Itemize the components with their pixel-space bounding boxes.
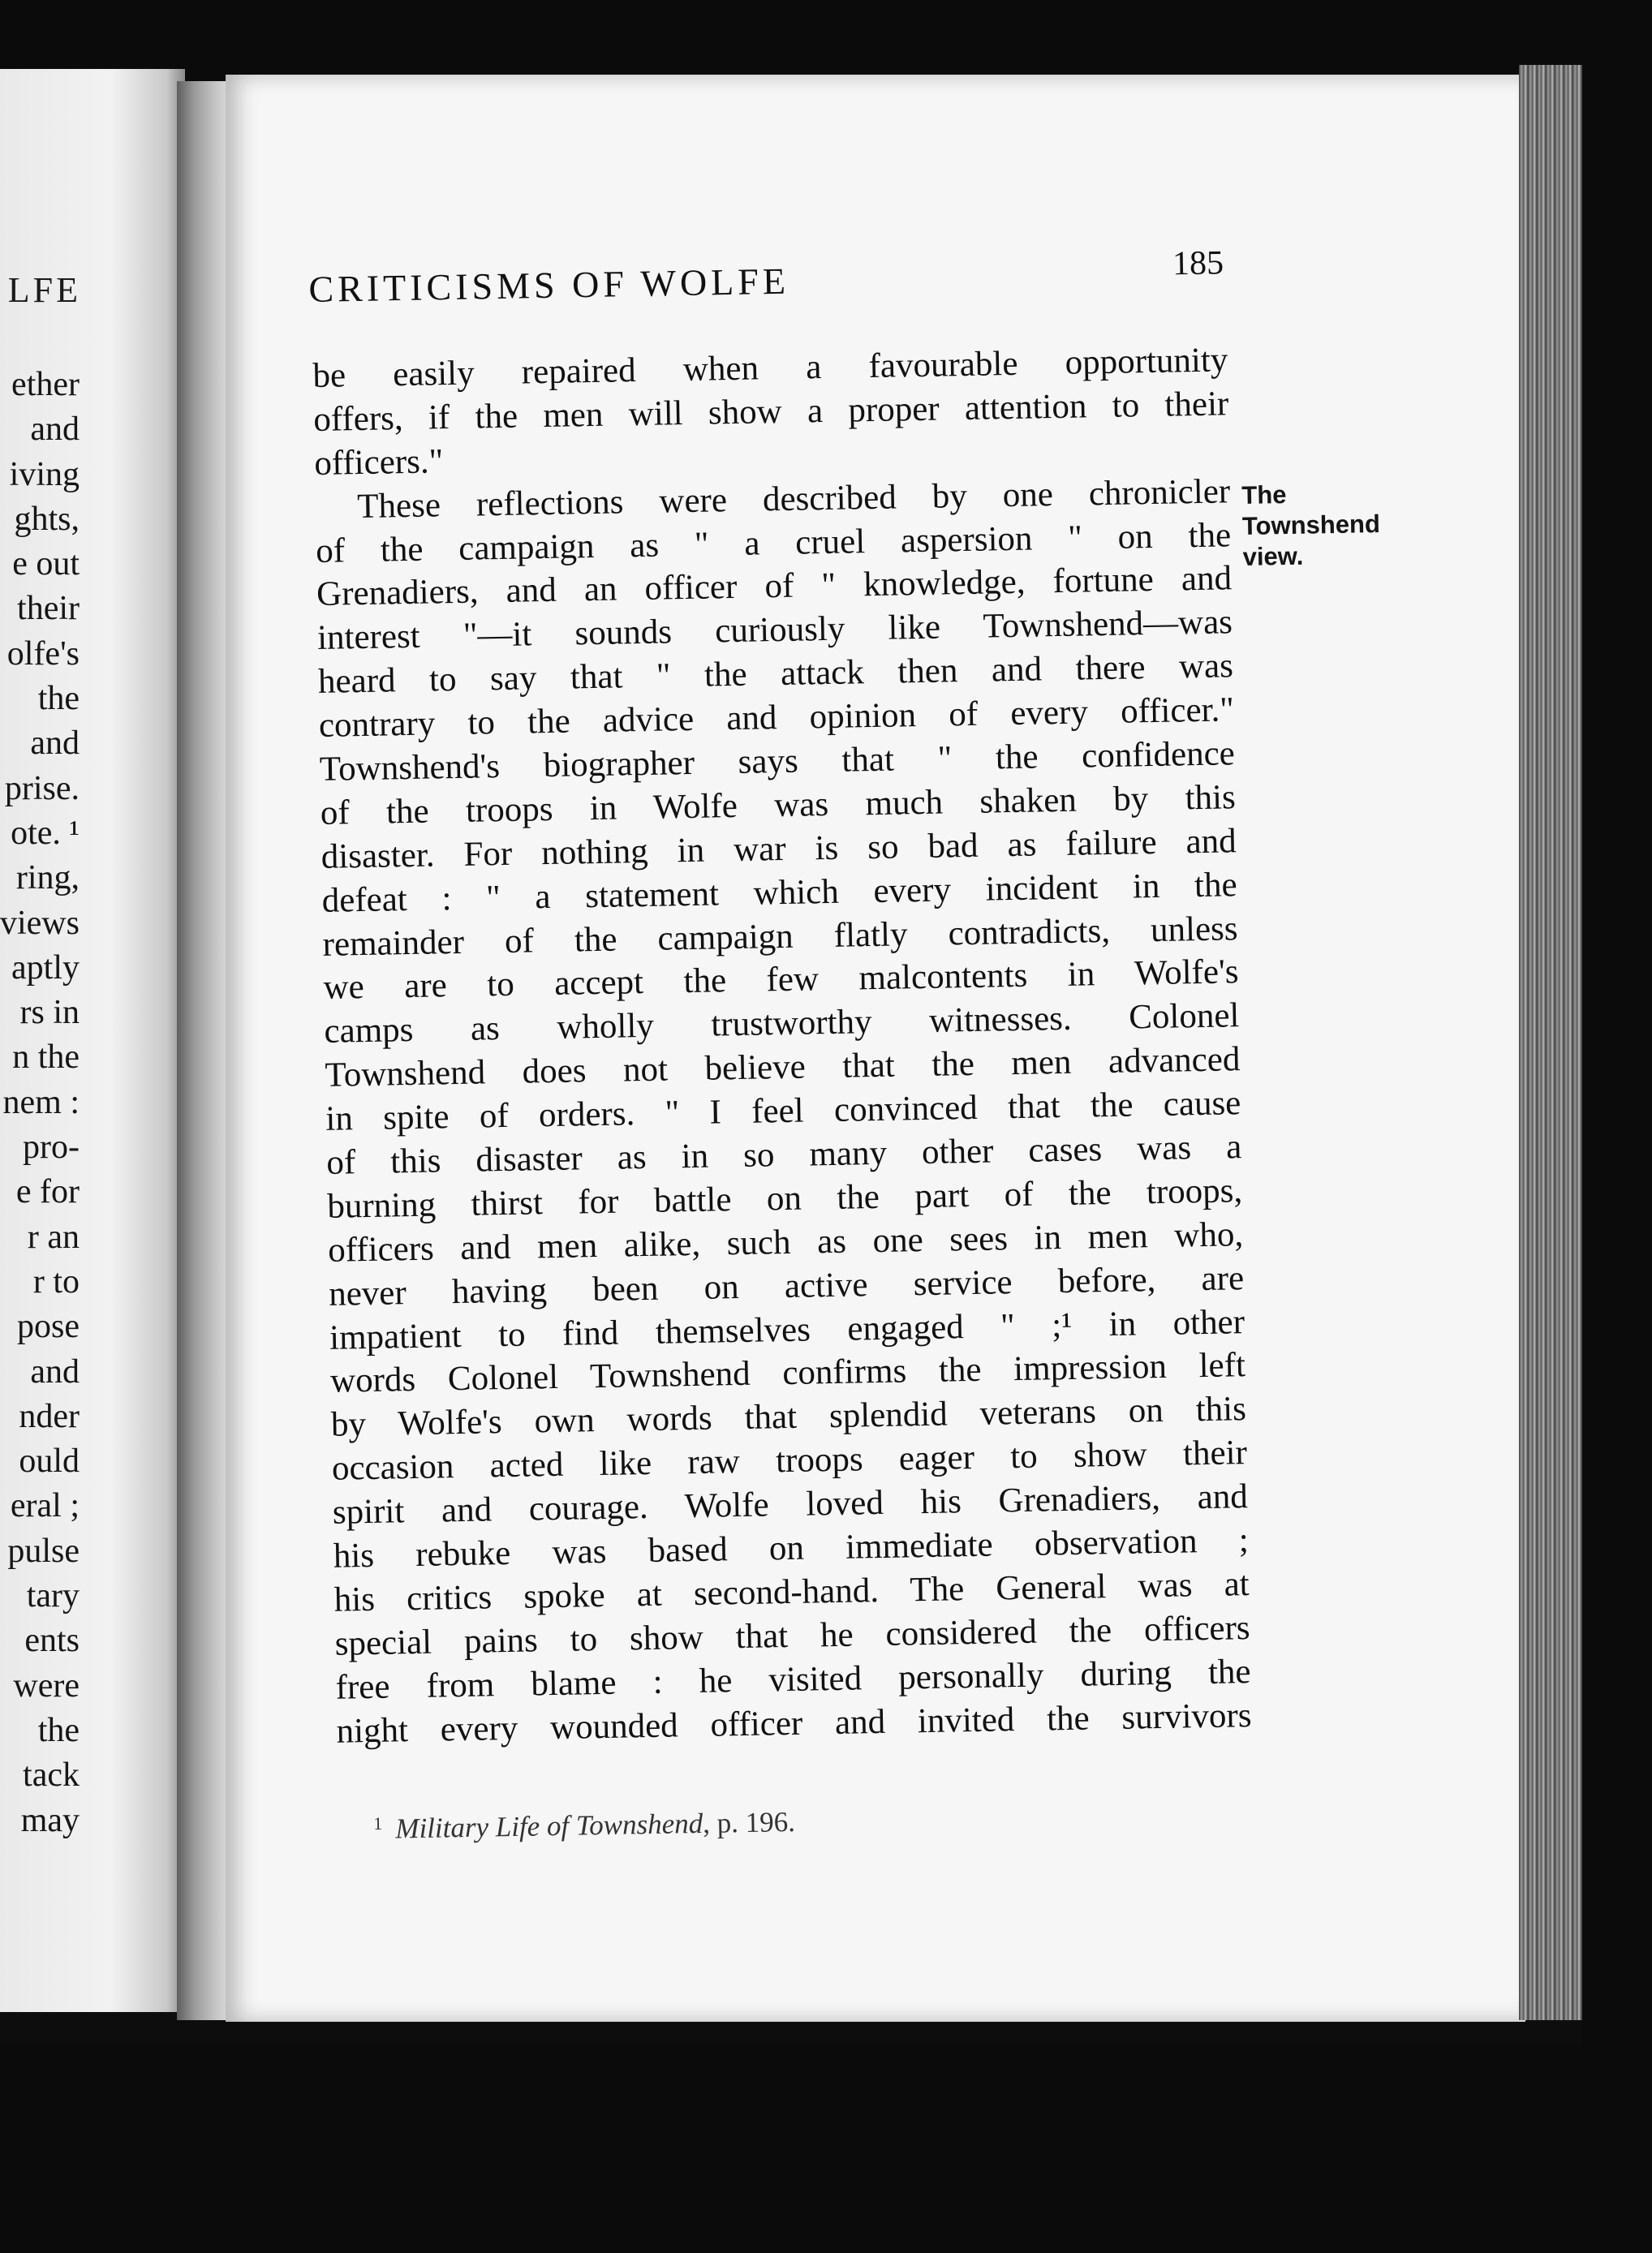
left-page-line: were [13, 1666, 80, 1705]
text-line: spirit and courage. Wolfe loved his Grenadiers, and [332, 1477, 1249, 1532]
text-line: never having been on active service before, are [328, 1258, 1245, 1314]
running-head-title: CRITICISMS OF WOLFE [308, 260, 790, 310]
page-number: 185 [1172, 244, 1224, 283]
left-page-line: views [0, 904, 80, 942]
text-line: officers and men alike, such as one sees in men who, [327, 1215, 1244, 1270]
text-line: night every wounded officer and invited the survivors [336, 1696, 1252, 1751]
left-page-line: ring, [15, 859, 80, 897]
left-page-line: tary [26, 1577, 80, 1615]
text-line: of the campaign as " a cruel aspersion " on the [315, 515, 1232, 570]
left-page-line: pose [17, 1308, 80, 1346]
left-page-running-head: LFE [7, 270, 81, 310]
text-line: burning thirst for battle on the part of the troops, [326, 1172, 1243, 1226]
text-line: Grenadiers, and an officer of " knowledge, fortune and [316, 559, 1233, 614]
text-line: contrary to the advice and opinion of every officer." [318, 690, 1235, 746]
text-line: in spite of orders. " I feel convinced that the cause [325, 1084, 1241, 1138]
scan-background-bottom [0, 2044, 1652, 2253]
text-line: disaster. For nothing in war is so bad as failure and [321, 822, 1237, 876]
text-line: Townshend does not believe that the men advanced [325, 1040, 1241, 1095]
text-line: These reflections were described by one chronicler [356, 471, 1231, 526]
footnote-marker: 1 [373, 1812, 383, 1834]
text-line: interest "—it sounds curiously like Townshend—was [316, 603, 1233, 658]
body-text [312, 338, 1252, 1753]
left-page-line: and [30, 1352, 80, 1391]
left-page-line: iving [9, 455, 80, 493]
left-page-text [0, 363, 80, 1843]
left-page-line: ents [24, 1622, 80, 1660]
left-page-line: tack [23, 1756, 80, 1795]
text-line: heard to say that " the attack then and there was [317, 647, 1234, 702]
left-page-line: may [20, 1801, 80, 1839]
text-line: free from blame : he visited personally during the [335, 1652, 1251, 1707]
text-line: his critics spoke at second-hand. The General was at [333, 1565, 1250, 1619]
text-line: special pains to show that he considered the officers [334, 1608, 1250, 1663]
left-page-line: and [30, 724, 80, 763]
left-page-line: pro- [23, 1129, 80, 1167]
page-edges [1519, 65, 1582, 2020]
left-page-line: eral ; [10, 1487, 80, 1525]
left-page-line: the [37, 1711, 80, 1749]
text-line: we are to accept the few malcontents in Wolfe's [323, 952, 1239, 1008]
left-page-line: ote. ¹ [11, 814, 80, 852]
left-page-line: rs in [19, 994, 80, 1032]
left-page-line: e for [15, 1173, 80, 1211]
left-page-line: pulse [7, 1532, 80, 1570]
text-line: Townshend's biographer says that " the confidence [319, 734, 1236, 789]
left-page-line: nem : [2, 1083, 80, 1121]
left-page-line: e out [12, 545, 80, 583]
left-page-line: the [37, 680, 80, 718]
margin-note-line: Townshend [1241, 510, 1381, 540]
text-line: be easily repaired when a favourable opportunity [312, 341, 1228, 395]
left-page-line: ether [11, 366, 80, 403]
text-line: camps as wholly trustworthy witnesses. Colonel [324, 996, 1240, 1051]
text-line: of the troops in Wolfe was much shaken by this [320, 778, 1237, 832]
text-line: remainder of the campaign flatly contradicts, unless [322, 909, 1238, 964]
text-line: defeat : " a statement which every incident in the [321, 865, 1237, 920]
left-page-line: r an [27, 1218, 80, 1256]
left-page-line: olfe's [6, 634, 80, 673]
left-page-line: r to [32, 1262, 80, 1301]
margin-note [1241, 478, 1381, 573]
text-line: by Wolfe's own words that splendid veterans on this [330, 1390, 1247, 1445]
margin-note-line: The [1241, 480, 1287, 510]
text-line: of this disaster as in so many other cases was a [325, 1128, 1242, 1182]
left-page-line: aptly [11, 948, 80, 987]
text-line: offers, if the men will show a proper attention to their [312, 385, 1229, 439]
text-line: occasion acted like raw troops eager to show their [331, 1434, 1248, 1489]
footnote-page-ref: , p. 196. [702, 1805, 796, 1839]
text-line: officers." [313, 441, 444, 483]
left-page-line: their [17, 590, 80, 628]
margin-note-line: view. [1242, 541, 1304, 571]
text-line: his rebuke was based on immediate observation ; [333, 1521, 1250, 1576]
left-page-line: and [30, 411, 80, 449]
left-page-line: nder [19, 1397, 80, 1435]
text-line: words Colonel Townshend confirms the impression left [329, 1346, 1246, 1401]
scan-background-top [0, 0, 1652, 81]
left-page-line: ghts, [14, 500, 80, 538]
left-page-line: ould [19, 1443, 80, 1481]
left-page-line: n the [12, 1038, 80, 1077]
scan-background-right [1582, 0, 1652, 2253]
left-page-line: prise. [4, 769, 80, 807]
footnote-title: Military Life of Townshend [394, 1807, 703, 1845]
text-line: impatient to find themselves engaged " ;¹ in other [329, 1302, 1245, 1357]
